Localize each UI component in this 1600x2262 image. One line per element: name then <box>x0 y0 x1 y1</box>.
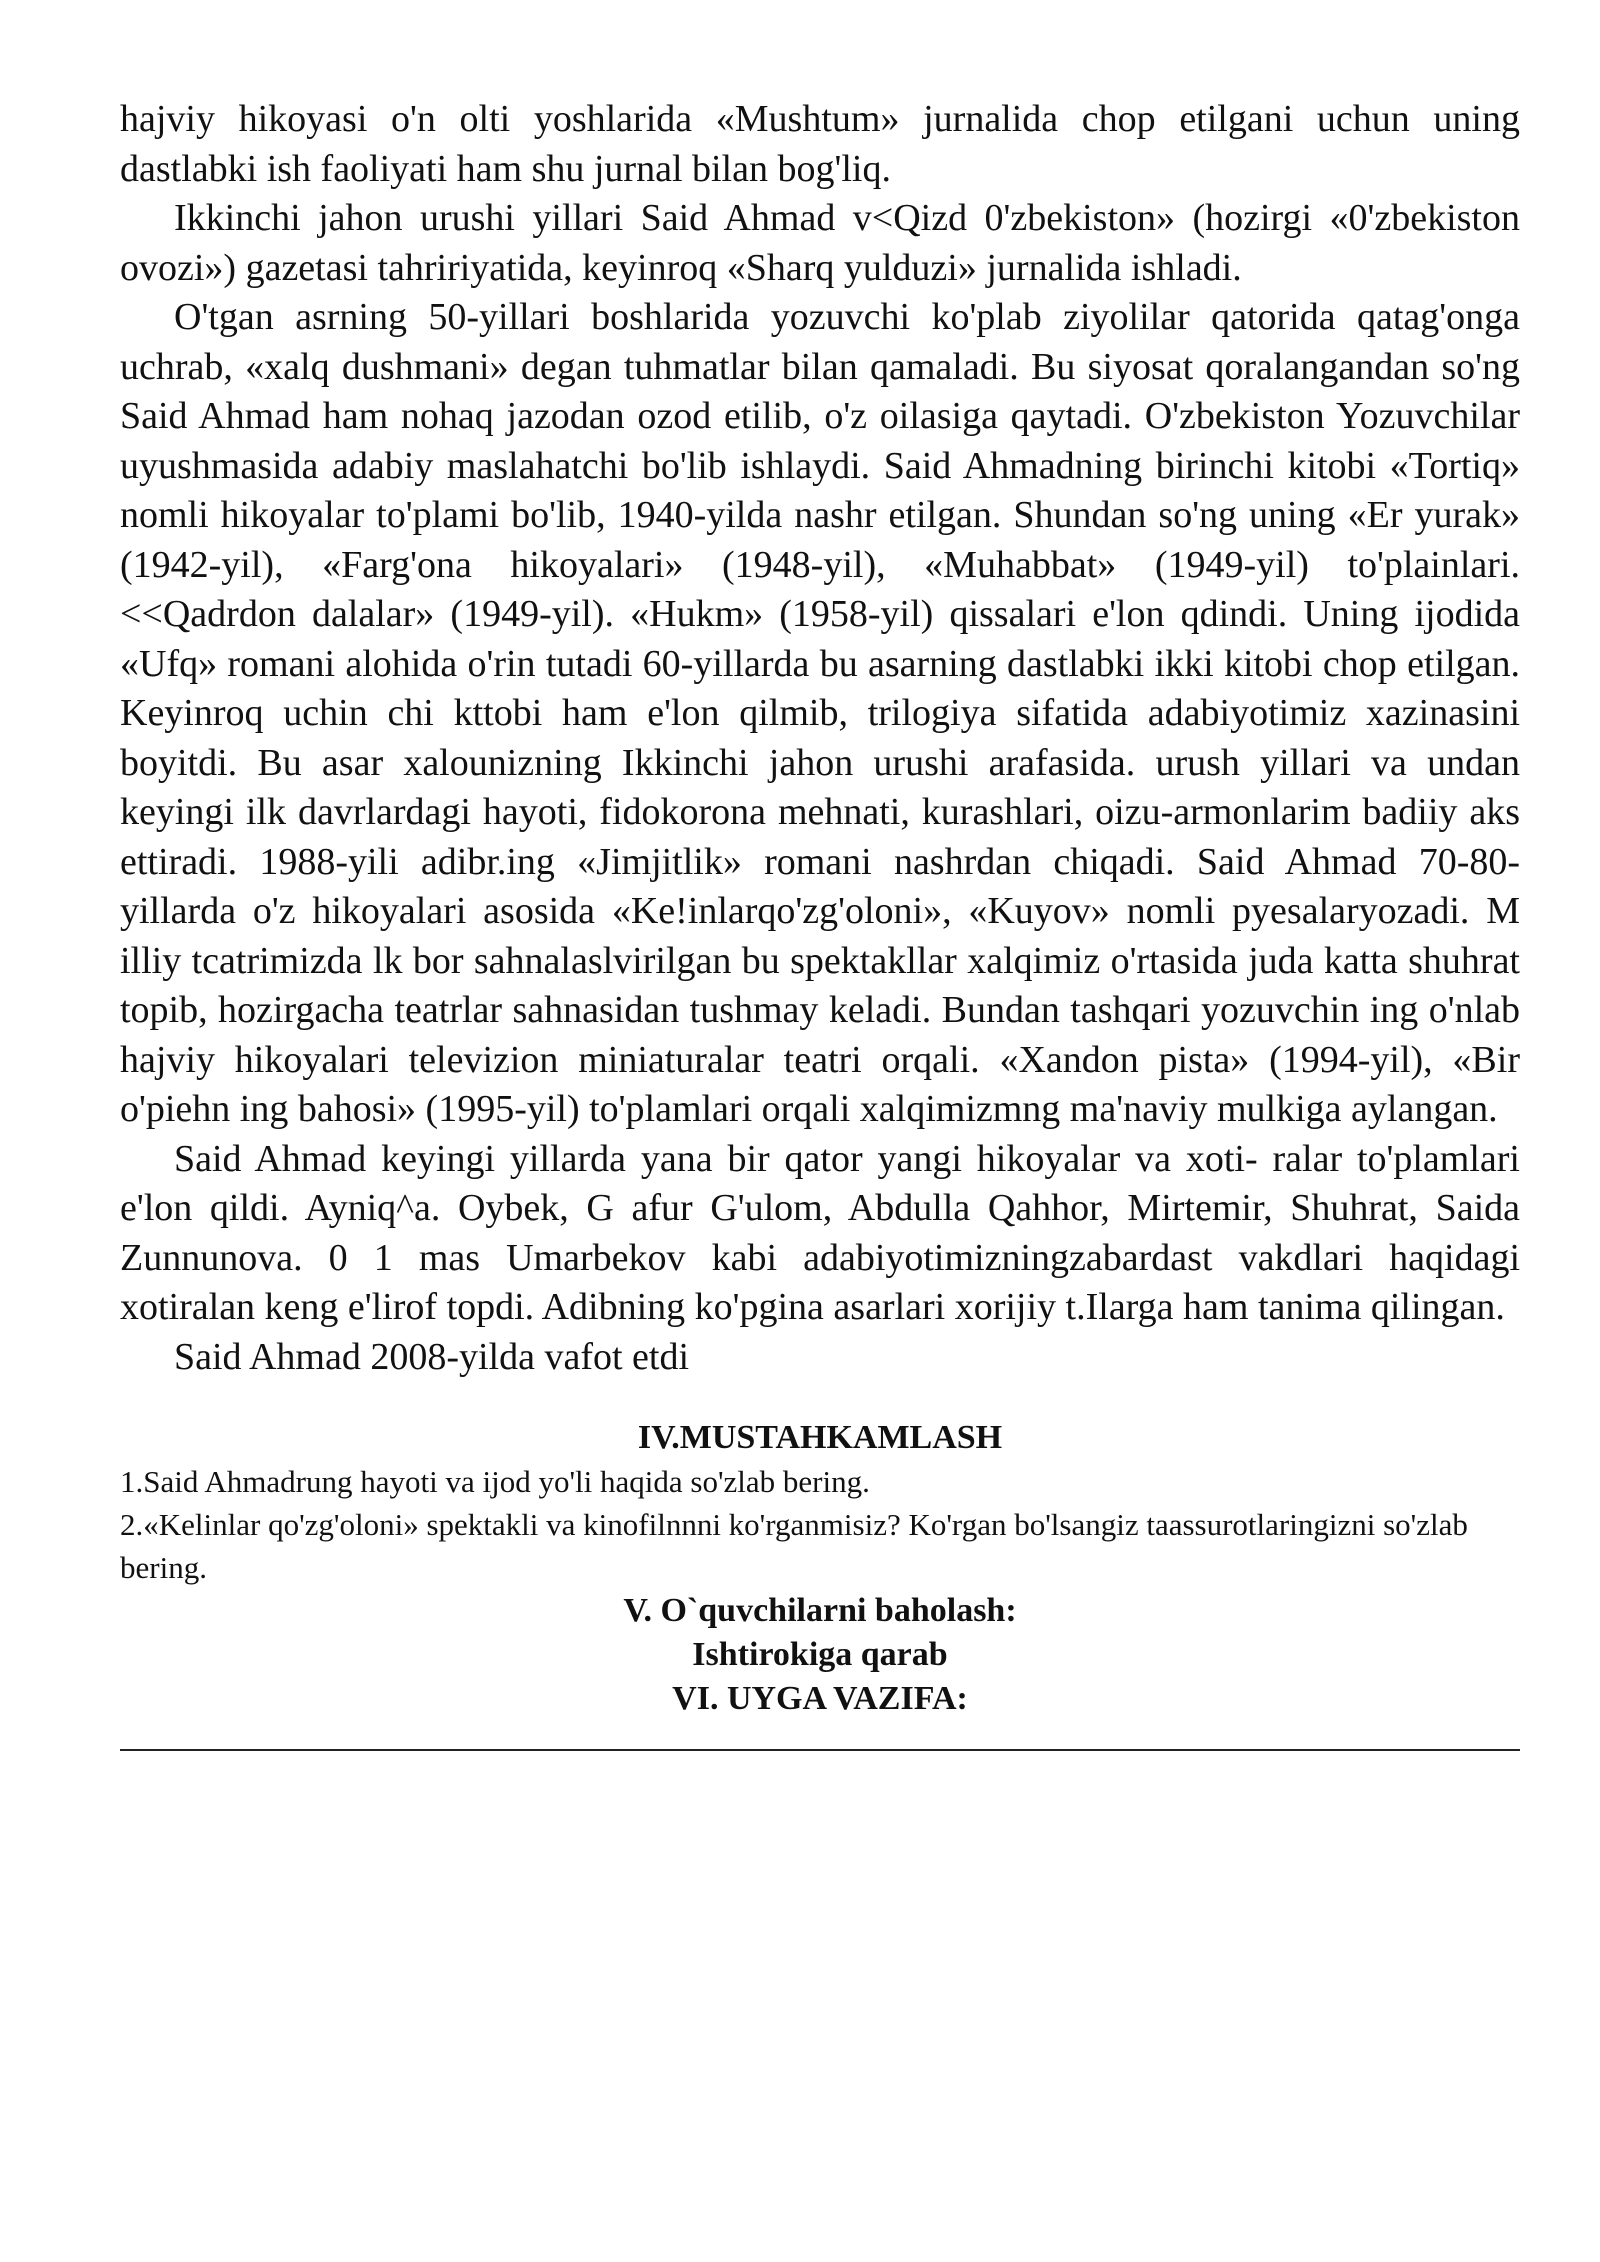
document-page <box>120 95 1520 1751</box>
section-heading-homework: VI. UYGA VAZIFA: <box>672 1680 968 1717</box>
body-text <box>120 95 1520 1382</box>
assessment-criterion: Ishtirokiga qarab <box>692 1636 948 1673</box>
homework-answer-line <box>120 1749 1520 1751</box>
question-2: 2.«Kelinlar qo'zg'oloni» spektakli va kinofilnnni ko'rganmisiz? Ko'rgan bo'lsangiz taassurotlaringizni so'zlab bering. <box>120 1507 1468 1585</box>
paragraph-intro: hajviy hikoyasi o'n olti yoshlarida «Mushtum» jurnalida chop etilgani uchun uning dastlabki ish faoliyati ham shu jurnal bilan bog'liq. <box>120 98 1520 190</box>
paragraph-war-years: Ikkinchi jahon urushi yillari Said Ahmad v<Qizd 0'zbekiston» (hozirgi «0'zbekiston ovozi») gazetasi tahririyatida, keyinroq «Sharq yulduzi» jurnalida ishladi. <box>120 197 1520 289</box>
section-heading-reinforcement: IV.MUSTAHKAMLASH <box>637 1419 1003 1456</box>
paragraph-biography: O'tgan asrning 50-yillari boshlarida yozuvchi ko'plab ziyolilar qatorida qatag'onga uchrab, «xalq dushmani» degan tuhmatlar bilan qamaladi. Bu siyosat qoralangandan so'ng Said Ahmad ham nohaq jazodan ozod etilib, o'z oilasiga qaytadi. O'zbekiston Yozuvchilar uyushmasida adabiy maslahatchi bo'lib ishlaydi. Said Ahmadning birinchi kitobi «Tortiq» nomli hikoyalar to'plami bo'lib, 1940-yilda nashr etilgan. Shundan so'ng uning «Er yurak» (1942-yil), «Farg'ona hikoyalari» (1948-yil), «Muhabbat» (1949-yil) to'plainlari. <<Qadrdon dalalar» (1949-yil). «Hukm» (1958-yil) qissalari e'lon qdindi. Uning ijodida «Ufq» romani alohida o'rin tutadi 60-yillarda bu asarning dastlabki ikki kitobi chop etilgan. Keyinroq uchin chi kttobi ham e'lon qilmib, trilogiya sifatida adabiyotimiz xazinasini boyitdi. Bu asar xalounizning Ikkinchi jahon urushi arafasida. urush yillari va undan keyingi ilk davrlardagi hayoti, fidokorona mehnati, kurashlari, oizu-armonlarim badiiy aks ettiradi. 1988-yili adibr.ing «Jimjitlik» romani nashrdan chiqadi. Said Ahmad 70-80-yillarda o'z hikoyalari asosida «Ke!inlarqo'zg'oloni», «Kuyov» nomli pyesalaryozadi. M illiy tcatrimizda lk bor sahnalaslvirilgan bu spektakllar xalqimiz o'rtasida juda katta shuhrat topib, hozirgacha teatrlar sahnasidan tushmay keladi. Bundan tashqari yozuvchin ing o'nlab hajviy hikoyalari televizion miniaturalar teatri orqali. «Xandon pista» (1994-yil), «Bir o'piehn ing bahosi» (1995-yil) to'plamlari orqali xalqimizmng ma'naviy mulkiga aylangan. <box>120 296 1520 1130</box>
section-homework <box>120 1677 1520 1721</box>
paragraph-death: Said Ahmad 2008-yilda vafot etdi <box>174 1335 690 1378</box>
section-reinforcement <box>120 1416 1520 1589</box>
section-assessment <box>120 1589 1520 1677</box>
question-1: 1.Said Ahmadrung hayoti va ijod yo'li haqida so'zlab bering. <box>120 1464 870 1499</box>
paragraph-memoirs: Said Ahmad keyingi yillarda yana bir qator yangi hikoyalar va xoti- ralar to'plamlari e'lon qildi. Ayniq^a. Oybek, G afur G'ulom, Abdulla Qahhor, Mirtemir, Shuhrat, Saida Zunnunova. 0 1 mas Umarbekov kabi adabiyotimizningzabardast vakdlari haqidagi xotiralan keng e'lirof topdi. Adibning ko'pgina asarlari xorijiy t.Ilarga ham tanima qilingan. <box>120 1137 1520 1328</box>
section-heading-assessment: V. O`quvchilarni baholash: <box>623 1592 1017 1629</box>
